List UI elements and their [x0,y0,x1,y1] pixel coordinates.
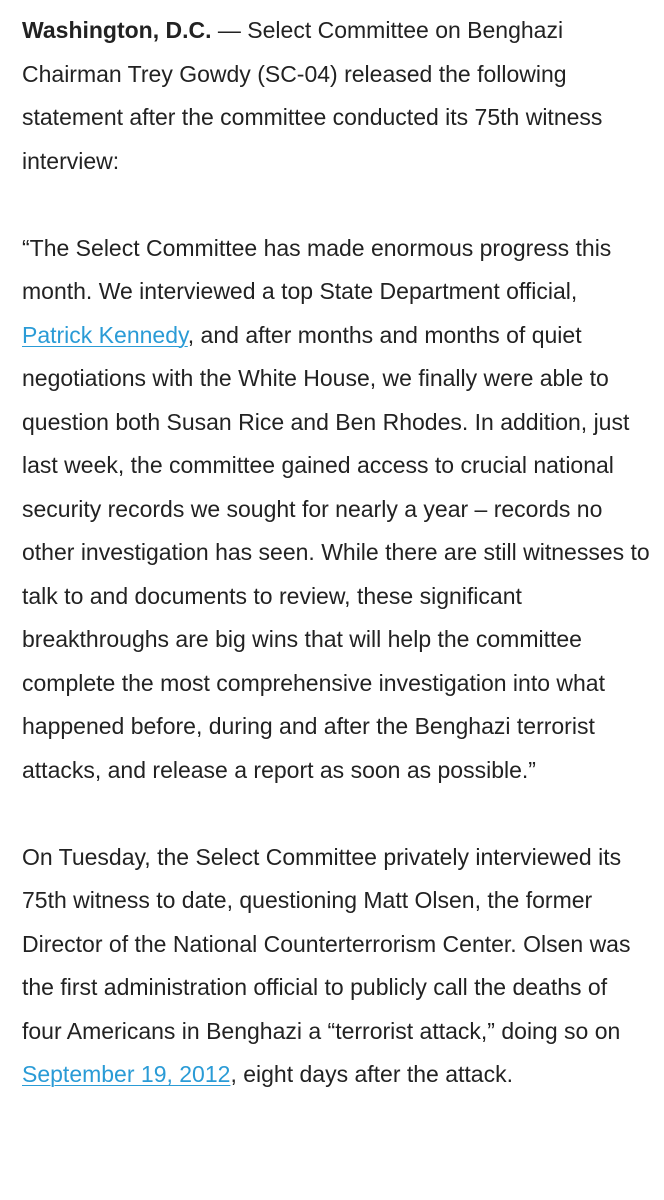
patrick-kennedy-link[interactable]: Patrick Kennedy [22,321,188,348]
quote-paragraph [22,227,650,793]
article-body [22,9,650,1097]
intro-paragraph [22,9,650,183]
quote-text-end: , and after months and months of quiet negotiations with the White House, we finally were able to question both Susan Rice and Ben Rhodes. In addition, just last week, the committee gained access to crucial national security records we sought for nearly a year – records no other investigation has seen. While there are still witnesses to talk to and documents to review, these significant breakthroughs are big wins that will help the committee complete the most comprehensive investigation into what happened before, during and after the Benghazi terrorist attacks, and release a report as soon as possible.” [22,321,650,783]
dateline: Washington, D.C. [22,17,212,43]
interview-text-start: On Tuesday, the Select Committee privately interviewed its 75th witness to date, questioning Matt Olsen, the former Director of the National Counterterrorism Center. Olsen was the first administration official to publicly call the deaths of four Americans in Benghazi a “terrorist attack,” doing so on [22,843,631,1044]
interview-paragraph [22,836,650,1097]
intro-text: — Select Committee on Benghazi Chairman Trey Gowdy (SC-04) released the following statement after the committee conducted its 75th witness interview: [22,17,603,174]
interview-text-end: , eight days after the attack. [230,1061,513,1087]
september-19-2012-link[interactable]: September 19, 2012 [22,1061,231,1087]
quote-text-start: “The Select Committee has made enormous progress this month. We interviewed a top State Department official, [22,234,612,304]
